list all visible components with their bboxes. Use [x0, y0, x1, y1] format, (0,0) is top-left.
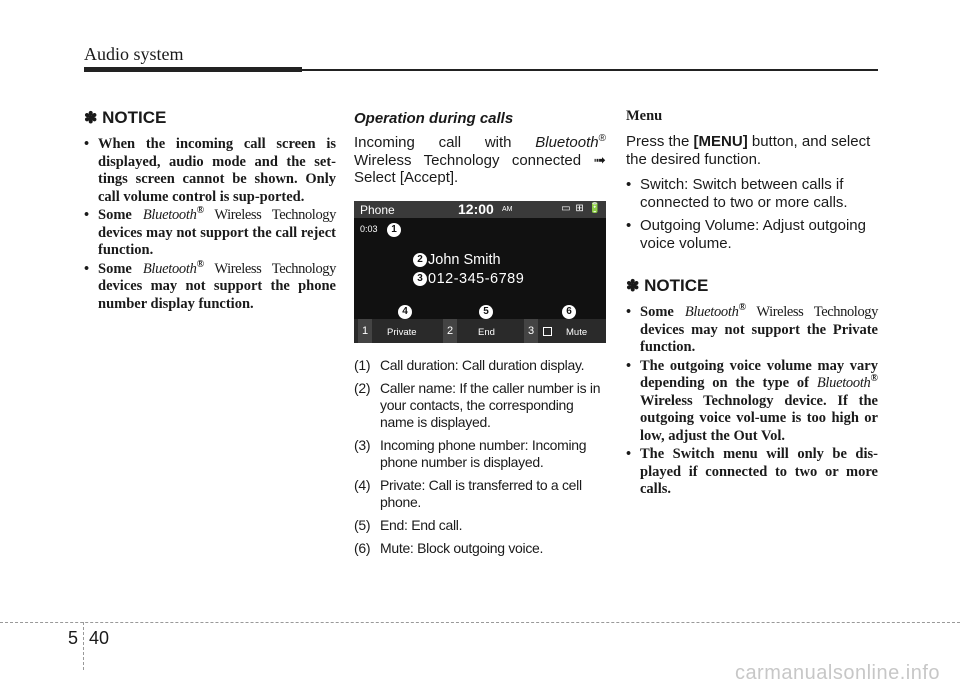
- section-number: 5: [68, 628, 79, 648]
- notice-item: • When the incoming call screen is displayed, audio mode and the set-tings screen cannot be shown. Only call volume control is sup-ported.: [84, 136, 336, 205]
- call-duration: 0:03: [360, 223, 378, 234]
- notice-item: • The outgoing voice volume may vary depending on the type of Bluetooth® Wireless Technology device. If the outgoing voice vol-ume is too high or low, adjust the Out Vol.: [626, 357, 878, 444]
- softkey-end-label: End: [478, 326, 495, 338]
- callout-badge-6: 6: [562, 305, 576, 319]
- menu-function-item: • Switch: Switch between calls if connected to two or more calls.: [626, 176, 848, 211]
- notice-block-2: [626, 276, 878, 499]
- softkey-2-number: 2: [443, 319, 457, 343]
- caption-list: [354, 357, 606, 557]
- column-right: [626, 108, 878, 500]
- watermark: carmanualsonline.info: [734, 662, 940, 684]
- menu-instruction: Press the [MENU] button, and select the desired function.: [626, 133, 871, 168]
- notice-item: • Some Bluetooth® Wireless Technology devices may not support the Private function.: [626, 302, 878, 355]
- screen-clock: 12:00: [458, 200, 494, 217]
- notice-heading: [84, 108, 336, 128]
- footer-divider: [83, 622, 84, 670]
- menu-function-item: • Outgoing Volume: Adjust outgoing voice volume.: [626, 217, 866, 252]
- caption-item: (6) Mute: Block outgoing voice.: [354, 539, 544, 556]
- caller-name: John Smith: [428, 251, 501, 268]
- caption-item: (4) Private: Call is transferred to a cell phone.: [354, 476, 582, 510]
- intro-line-3: Select [Accept].: [354, 169, 459, 186]
- menu-button-ref: [MENU]: [693, 133, 748, 150]
- caption-item: (3) Incoming phone number: Incoming phone number is displayed.: [354, 436, 587, 470]
- notice-item: • Some Bluetooth® Wireless Technology devices may not support the call reject function.: [84, 205, 336, 258]
- callout-badge-2: 2: [413, 253, 427, 267]
- notice-star-icon: ✽: [626, 278, 640, 295]
- caption-item: (1) Call duration: Call duration display.: [354, 356, 585, 373]
- caption-item: (5) End: End call.: [354, 516, 463, 533]
- mute-checkbox-icon: [543, 327, 552, 336]
- notice-title: NOTICE: [644, 276, 709, 295]
- softkey-mute-label: Mute: [566, 326, 588, 338]
- header-rule-thick: [84, 67, 302, 72]
- header-rule-thin: [302, 69, 878, 71]
- notice-heading: [626, 276, 878, 296]
- status-icons: ▭ ⊞ 🔋: [561, 202, 602, 214]
- column-middle: [354, 108, 606, 563]
- notice-item: • The Switch menu will only be dis-played if connected to two or more calls.: [626, 446, 878, 497]
- screen-ampm: AM: [502, 205, 513, 213]
- screen-status-bar: [354, 201, 606, 218]
- intro-line-1: Incoming call with Bluetooth®: [354, 133, 606, 151]
- softkey-private-label: Private: [387, 326, 417, 338]
- footer-rule: [0, 622, 960, 623]
- callout-badge-3: 3: [413, 272, 427, 286]
- menu-heading: Menu: [626, 108, 663, 124]
- softkey-3-number: 3: [524, 319, 538, 343]
- notice-star-icon: ✽: [84, 110, 98, 127]
- notice-item: • Some Bluetooth® Wireless Technology devices may not support the phone number display function.: [84, 258, 336, 312]
- notice-title: NOTICE: [102, 108, 167, 127]
- column-left: [84, 108, 336, 314]
- section-subtitle: Operation during calls: [354, 110, 514, 127]
- page-header: Audio system: [84, 44, 184, 64]
- caption-item: (2) Caller name: If the caller number is in your contacts, the corresponding name is displayed.: [354, 379, 601, 430]
- menu-function-list: [626, 176, 878, 252]
- screen-title: Phone: [360, 202, 395, 217]
- callout-badge-4: 4: [398, 305, 412, 319]
- caller-number: 012-345-6789: [428, 270, 525, 287]
- arrow-icon: ➟: [593, 151, 606, 169]
- notice-list: [84, 136, 336, 313]
- call-screen-image: [354, 201, 606, 343]
- callout-badge-5: 5: [479, 305, 493, 319]
- page-number: 40: [89, 628, 110, 648]
- intro-line-2: Wireless Technology connected ➟: [354, 151, 606, 169]
- callout-badge-1: 1: [387, 223, 401, 237]
- softkey-1-number: 1: [358, 319, 372, 343]
- notice-list: [626, 304, 878, 499]
